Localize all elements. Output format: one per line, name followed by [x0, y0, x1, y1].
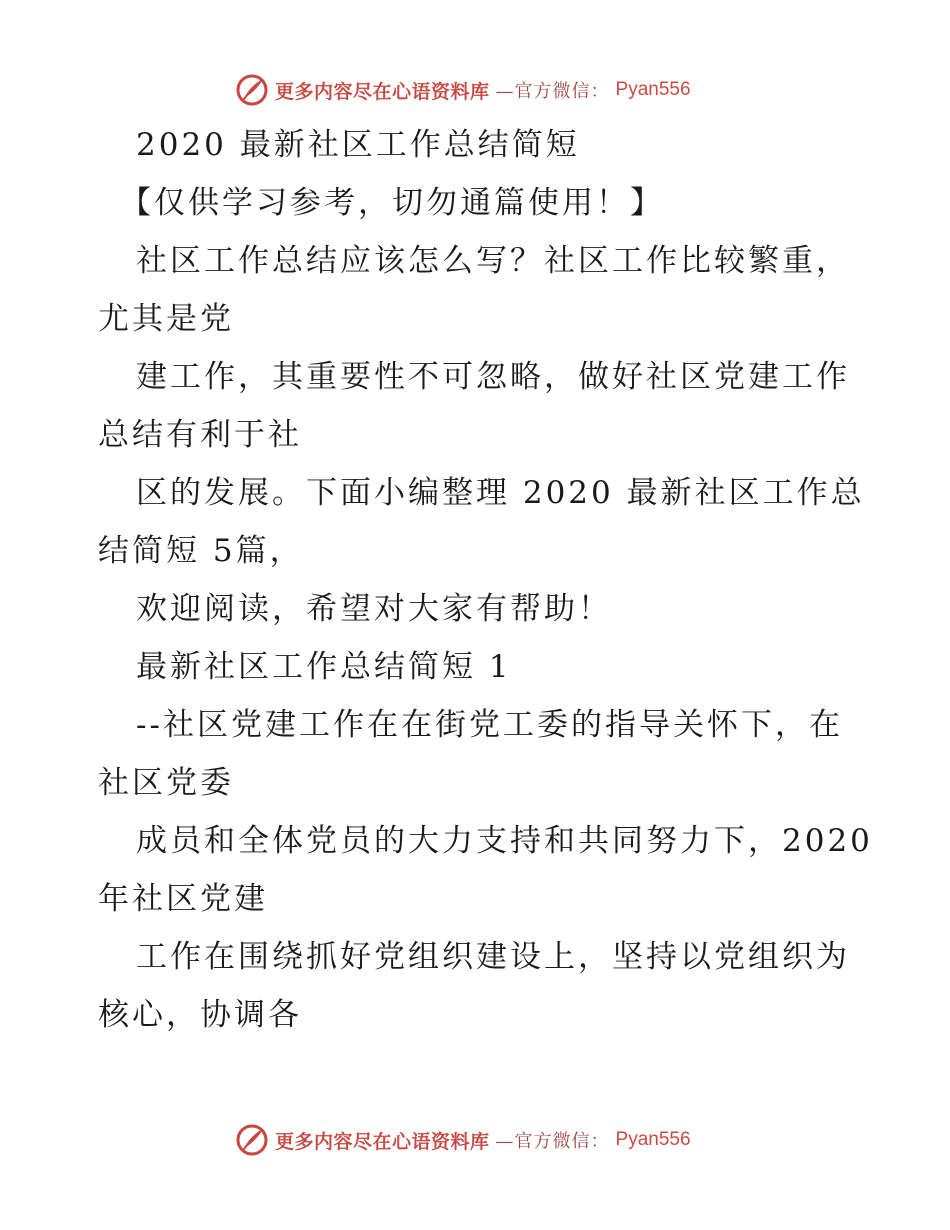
watermark-account: Pyan556 [615, 1129, 691, 1150]
text-line: 社区党委 [98, 765, 234, 801]
text-line: 总结有利于社 [98, 417, 302, 453]
disclaimer-line: 【仅供学习参考，切勿通篇使用！】 [120, 185, 664, 221]
text-line: 社区工作总结应该怎么写？社区工作比较繁重， [136, 243, 850, 279]
text-line: 区的发展。下面小编整理 2020 最新社区工作总 [136, 475, 865, 511]
footer-watermark [235, 1122, 691, 1158]
text-line: 结简短 5篇， [98, 533, 304, 569]
watermark-account: Pyan556 [615, 79, 691, 100]
text-line: 成员和全体党员的大力支持和共同努力下，2020 [136, 823, 873, 859]
text-line: 年社区党建 [98, 881, 268, 917]
watermark-text: 更多内容尽在心语资料库 [275, 1130, 490, 1153]
watermark-text: 更多内容尽在心语资料库 [275, 80, 490, 103]
text-line: 尤其是党 [98, 301, 234, 337]
header-watermark [235, 72, 691, 108]
section-heading: 最新社区工作总结简短 1 [136, 649, 512, 685]
watermark-separator: —官方微信： [495, 81, 610, 102]
document-title: 2020 最新社区工作总结简短 [136, 127, 580, 163]
feather-quill-logo-icon [235, 1123, 269, 1157]
text-line: 工作在围绕抓好党组织建设上，坚持以党组织为 [136, 939, 850, 975]
text-line: 核心，协调各 [98, 997, 302, 1033]
document-body [98, 116, 873, 1044]
watermark-separator: —官方微信： [495, 1131, 610, 1152]
text-line: --社区党建工作在在街党工委的指导关怀下，在 [136, 707, 843, 743]
feather-quill-logo-icon [235, 73, 269, 107]
text-line: 建工作，其重要性不可忽略，做好社区党建工作 [136, 359, 850, 395]
text-line: 欢迎阅读，希望对大家有帮助！ [136, 591, 612, 627]
